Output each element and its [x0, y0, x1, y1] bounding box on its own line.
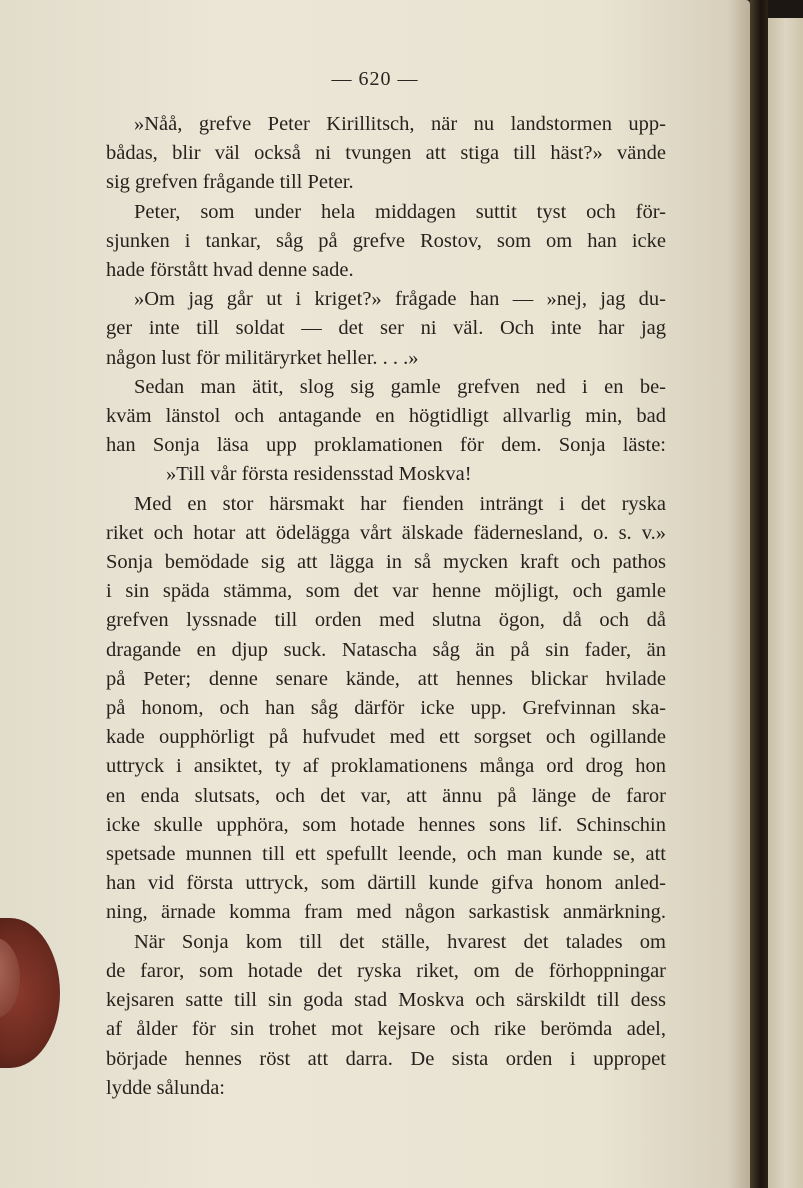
paragraph	[106, 373, 666, 461]
text-line: »Till vår första residensstad Moskva!	[166, 463, 472, 486]
text-line: hade förstått hvad denne sade.	[106, 259, 354, 282]
paragraph	[106, 110, 666, 198]
text-line: »Nåå, grefve Peter Kirillitsch, när nu landstormen upp-	[134, 113, 666, 135]
text-line: kejsaren satte till sin goda stad Moskva och särskildt till dess	[106, 989, 666, 1012]
text-line: kade oupphörligt på hufvudet med ett sorgset och ogillande	[106, 726, 666, 749]
paragraph	[106, 285, 666, 373]
paragraph	[106, 928, 666, 1103]
text-line: uttryck i ansiktet, ty af proklamationens många ord drog hon	[106, 755, 666, 778]
text-line: han vid första uttryck, som därtill kunde gifva honom anled-	[106, 872, 666, 895]
text-line: När Sonja kom till det ställe, hvarest det talades om	[134, 930, 666, 953]
text-line: någon lust för militäryrket heller. . . .»	[106, 346, 419, 369]
text-line: Sonja bemödade sig att lägga in så mycken kraft och pathos	[106, 551, 666, 574]
text-line: ning, ärnade komma fram med någon sarkastisk anmärkning.	[106, 901, 666, 924]
adjacent-page-edge	[768, 18, 803, 1188]
text-line: började hennes röst att darra. De sista orden i uppropet	[106, 1047, 666, 1070]
text-line: dragande en djup suck. Natascha såg än på sin fader, än	[106, 638, 666, 661]
text-line: riket och hotar att ödelägga vårt älskade fädernesland, o. s. v.»	[106, 521, 666, 544]
text-line: Med en stor härsmakt har fienden inträngt i det ryska	[134, 492, 666, 515]
text-line: ger inte till soldat — det ser ni väl. Och inte har jag	[106, 317, 666, 340]
text-line: de faror, som hotade det ryska riket, om de förhoppningar	[106, 959, 666, 982]
paragraph	[106, 198, 666, 286]
text-line: på honom, och han såg därför icke upp. Grefvinnan ska-	[106, 697, 666, 720]
text-line: i sin späda stämma, som det var henne möjligt, och gamle	[106, 580, 666, 603]
text-line: af ålder för sin trohet mot kejsare och rike berömda adel,	[106, 1018, 666, 1041]
text-line: sig grefven frågande till Peter.	[106, 171, 354, 194]
text-line: »Om jag går ut i kriget?» frågade han — »nej, jag du-	[134, 288, 666, 311]
text-line: på Peter; denne senare kände, att hennes blickar hvilade	[106, 667, 666, 690]
page-number: — 620 —	[331, 68, 419, 90]
text-line: bådas, blir väl också ni tvungen att stiga till häst?» vände	[106, 142, 666, 165]
text-line: Sedan man ätit, slog sig gamle grefven ned i en be-	[134, 375, 666, 398]
book-gutter	[750, 0, 768, 1188]
text-line: lydde sålunda:	[106, 1076, 225, 1099]
text-line: sjunken i tankar, såg på grefve Rostov, som om han icke	[106, 229, 666, 252]
text-line: icke skulle upphöra, som hotade hennes sons lif. Schinschin	[106, 813, 666, 836]
text-line: han Sonja läsa upp proklamationen för dem. Sonja läste:	[106, 434, 666, 457]
text-line: en enda slutsats, och det var, att ännu på länge de faror	[106, 784, 666, 807]
paragraph	[106, 490, 666, 928]
text-line: grefven lyssnade till orden med slutna ögon, då och då	[106, 609, 666, 632]
text-line: spetsade munnen till ett spefullt leende, och man kunde se, att	[106, 843, 666, 866]
body-text	[106, 110, 666, 1103]
proclamation-heading	[106, 460, 666, 489]
text-line: Peter, som under hela middagen suttit tyst och för-	[134, 200, 666, 223]
text-line: kväm länstol och antagande en högtidligt allvarlig min, bad	[106, 405, 666, 428]
